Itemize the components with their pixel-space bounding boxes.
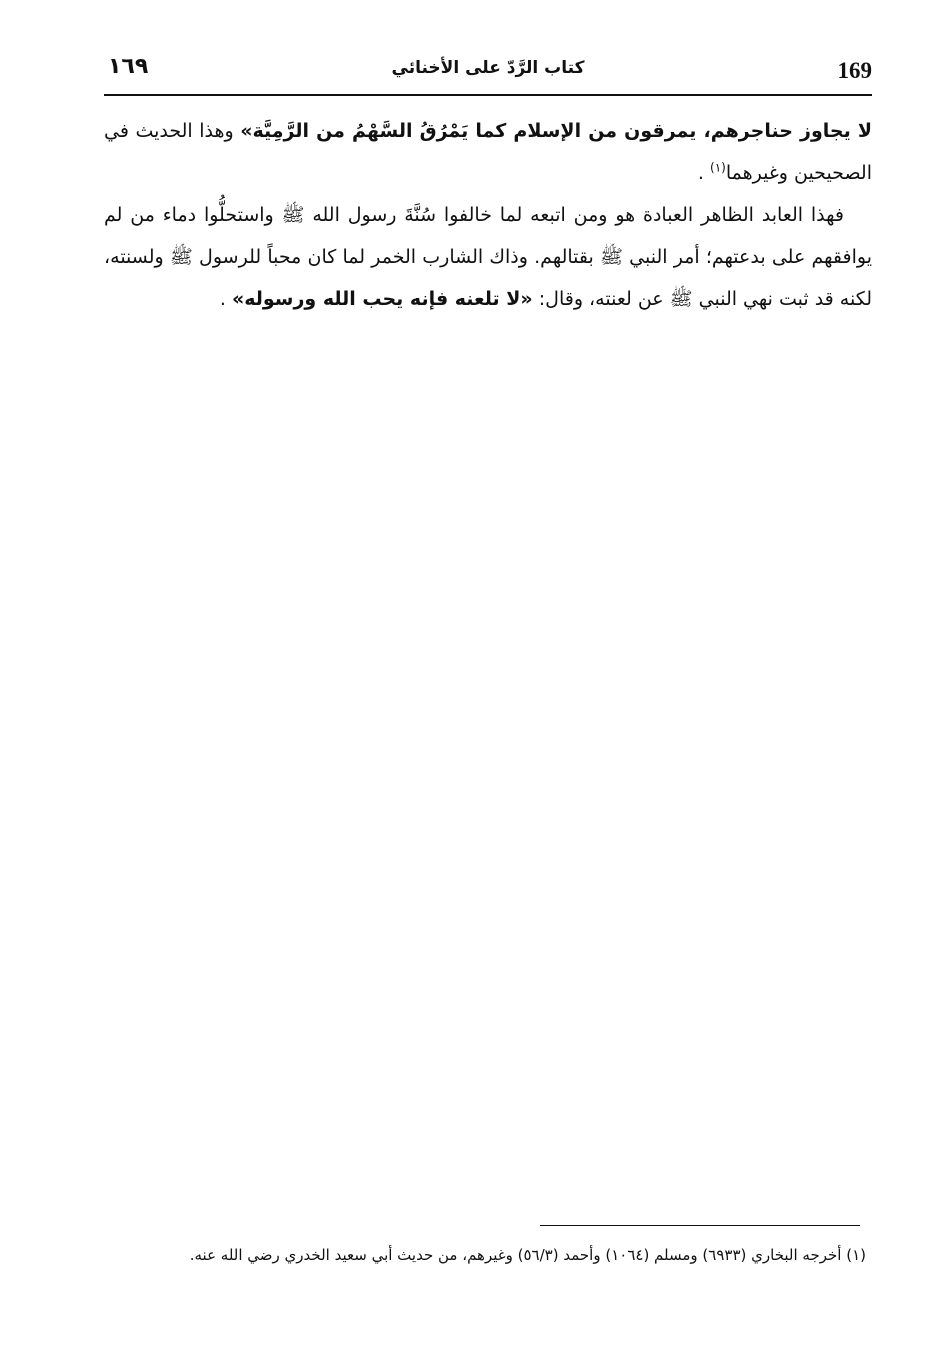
hadith-quote: لا يجاوز حناجرهم، يمرقون من الإسلام كما يَمْرُقُ السَّهْمُ من الرَّمِيَّة»: [240, 120, 872, 142]
paragraph-1-text: وهذا الحديث في الصحيحين وغيرهما: [104, 120, 872, 184]
paragraph-2-end: .: [219, 288, 232, 310]
page-header: [104, 52, 872, 92]
footnote: (١) أخرجه البخاري (٦٩٣٣) ومسلم (١٠٦٤) وأحمد (٥٦/٣) وغيرهم، من حديث أبي سعيد الخدري رضي الله عنه.: [189, 1246, 866, 1264]
page-number-arabic: ١٦٩: [108, 54, 149, 79]
page-number-latin: 169: [837, 58, 872, 83]
header-rule: [104, 94, 872, 96]
hadith-quote-2: «لا تلعنه فإنه يحب الله ورسوله»: [231, 288, 533, 310]
main-text: [104, 110, 872, 320]
paragraph-1-end: .: [697, 162, 710, 184]
footnote-reference[interactable]: (١): [710, 160, 726, 175]
paragraph-2-text: فهذا العابد الظاهر العبادة هو ومن اتبعه لما خالفوا سُنَّةَ رسول الله ﷺ واستحلُّوا دماء من لم يوافقهم على بدعتهم؛ أمر النبي ﷺ بقتالهم. وذاك الشارب الخمر لما كان محباً للرسول ﷺ ولسنته، لكنه قد ثبت نهي النبي ﷺ عن لعنته، وقال:: [104, 204, 872, 310]
running-title: كتاب الرَّدّ على الأخنائي: [391, 58, 585, 78]
footnote-rule: [540, 1225, 860, 1226]
paragraph-1: [104, 110, 872, 194]
paragraph-2: [104, 194, 872, 320]
